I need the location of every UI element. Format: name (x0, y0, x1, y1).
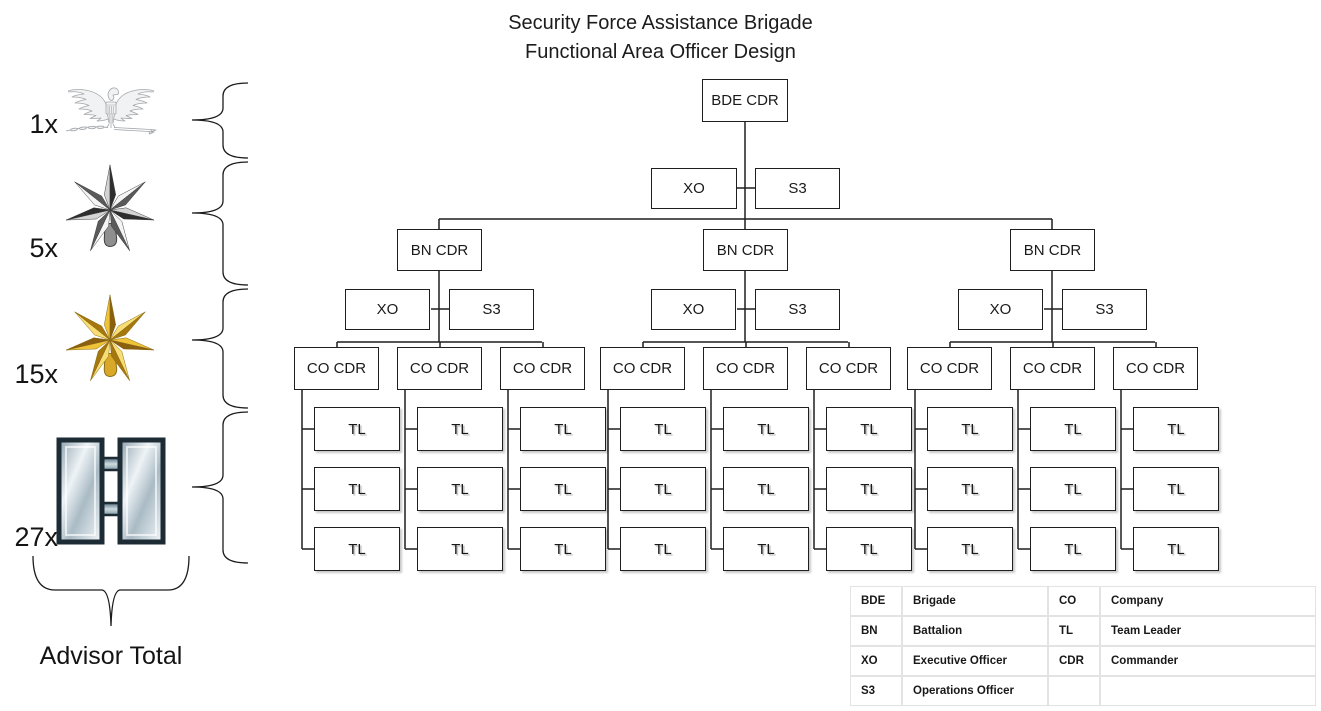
bn1-co3-tl2-box: TL (520, 467, 606, 511)
bn2-co2-tl3-box: TL (723, 527, 809, 571)
bde-s3-box: S3 (755, 168, 840, 209)
bn3-co3-cdr-box: CO CDR (1113, 347, 1198, 390)
legend-abbr-cell: CDR (1048, 646, 1100, 676)
legend-abbr-cell: S3 (850, 676, 902, 706)
legend-abbr-cell: BDE (850, 586, 902, 616)
bn3-co3-tl2-box: TL (1133, 467, 1219, 511)
bn2-co1-cdr-box: CO CDR (600, 347, 685, 390)
bn2-xo-box: XO (651, 289, 736, 330)
bn3-co1-tl1-box: TL (927, 407, 1013, 451)
bn1-co2-tl1-box: TL (417, 407, 503, 451)
bn3-co1-tl2-box: TL (927, 467, 1013, 511)
bn2-co3-tl2-box: TL (826, 467, 912, 511)
rank-count-label: 5x (29, 233, 58, 263)
bn1-co3-tl3-box: TL (520, 527, 606, 571)
legend-term-cell: Executive Officer (902, 646, 1048, 676)
bn3-co3-tl3-box: TL (1133, 527, 1219, 571)
legend-abbr-cell: XO (850, 646, 902, 676)
bn1-cdr-box: BN CDR (397, 229, 482, 271)
bn1-xo-box: XO (345, 289, 430, 330)
legend-term-cell: Operations Officer (902, 676, 1048, 706)
bn3-xo-box: XO (958, 289, 1043, 330)
rank-count-label: 15x (14, 359, 58, 389)
bn1-co1-cdr-box: CO CDR (294, 347, 379, 390)
bn2-co1-tl1-box: TL (620, 407, 706, 451)
bn3-s3-box: S3 (1062, 289, 1147, 330)
bde-cdr-box: BDE CDR (702, 79, 788, 122)
bn2-cdr-box: BN CDR (703, 229, 788, 271)
bn3-co2-cdr-box: CO CDR (1010, 347, 1095, 390)
bn2-s3-box: S3 (755, 289, 840, 330)
bn2-co1-tl2-box: TL (620, 467, 706, 511)
title-line-2: Functional Area Officer Design (525, 41, 796, 63)
bn3-co3-tl1-box: TL (1133, 407, 1219, 451)
bn3-cdr-box: BN CDR (1010, 229, 1095, 271)
bn1-co3-cdr-box: CO CDR (500, 347, 585, 390)
legend-abbr-cell (1048, 676, 1100, 706)
bn1-co2-tl2-box: TL (417, 467, 503, 511)
bn2-co2-tl2-box: TL (723, 467, 809, 511)
legend-term-cell: Company (1100, 586, 1316, 616)
bn2-co3-tl1-box: TL (826, 407, 912, 451)
bn2-co3-tl3-box: TL (826, 527, 912, 571)
bn1-co3-tl1-box: TL (520, 407, 606, 451)
bde-xo-box: XO (651, 168, 737, 209)
rank-count-label: 1x (29, 109, 58, 139)
bn3-co2-tl3-box: TL (1030, 527, 1116, 571)
bn1-co1-tl1-box: TL (314, 407, 400, 451)
bn3-co2-tl1-box: TL (1030, 407, 1116, 451)
legend-abbr-cell: BN (850, 616, 902, 646)
title-line-1: Security Force Assistance Brigade (508, 12, 813, 34)
bn2-co2-cdr-box: CO CDR (703, 347, 788, 390)
legend-term-cell: Battalion (902, 616, 1048, 646)
legend-term-cell: Commander (1100, 646, 1316, 676)
advisor-total-label: Advisor Total (39, 642, 183, 670)
rank-count-label: 27x (14, 522, 58, 552)
bn2-co3-cdr-box: CO CDR (806, 347, 891, 390)
bn3-co1-tl3-box: TL (927, 527, 1013, 571)
bn2-co1-tl3-box: TL (620, 527, 706, 571)
bn3-co1-cdr-box: CO CDR (907, 347, 992, 390)
bn1-co1-tl2-box: TL (314, 467, 400, 511)
bn3-co2-tl2-box: TL (1030, 467, 1116, 511)
bn2-co2-tl1-box: TL (723, 407, 809, 451)
bn1-co2-cdr-box: CO CDR (397, 347, 482, 390)
legend-term-cell: Brigade (902, 586, 1048, 616)
bn1-co1-tl3-box: TL (314, 527, 400, 571)
legend-term-cell (1100, 676, 1316, 706)
legend-abbr-cell: TL (1048, 616, 1100, 646)
bn1-s3-box: S3 (449, 289, 534, 330)
legend-term-cell: Team Leader (1100, 616, 1316, 646)
bn1-co2-tl3-box: TL (417, 527, 503, 571)
legend-abbr-cell: CO (1048, 586, 1100, 616)
legend-table (850, 586, 1316, 706)
